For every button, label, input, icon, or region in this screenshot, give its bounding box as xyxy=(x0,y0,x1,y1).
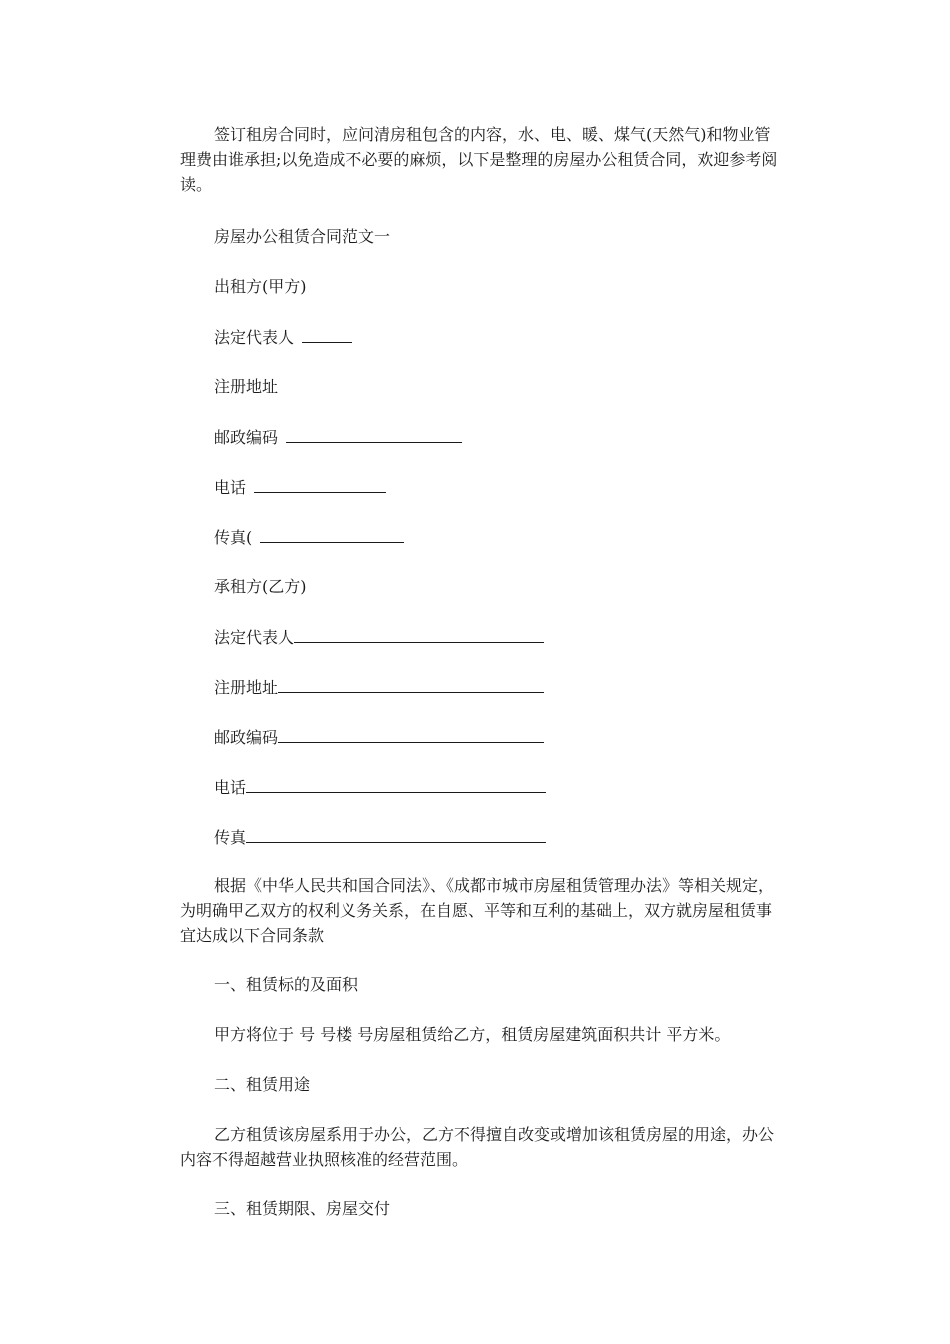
lessee-postal-code-label: 邮政编码 xyxy=(214,728,279,747)
clause-2-title: 二、租赁用途 xyxy=(214,1075,311,1094)
lessee-reg-address-label: 注册地址 xyxy=(214,678,279,697)
lessor-legal-rep-blank xyxy=(302,324,352,343)
lessee-postal-code-line xyxy=(214,724,774,750)
lessee-legal-rep-blank xyxy=(294,624,544,643)
lessee-fax-blank xyxy=(246,824,546,843)
lessor-reg-address-label: 注册地址 xyxy=(214,377,279,396)
lessor-reg-address-line xyxy=(214,374,774,399)
lessee-fax-label: 传真 xyxy=(214,828,247,847)
lessor-postal-code-line xyxy=(214,424,774,450)
lessee-reg-address-line xyxy=(214,674,774,700)
lessor-fax-line xyxy=(214,524,774,550)
clause-2-body: 乙方租赁该房屋系用于办公，乙方不得擅自改变或增加该租赁房屋的用途，办公内容不得超越营业执照核准的经营范围。 xyxy=(180,1125,775,1169)
lessor-fax-label: 传真( xyxy=(214,528,253,547)
lessee-heading: 承租方(乙方) xyxy=(214,577,307,596)
clause-1-title: 一、租赁标的及面积 xyxy=(214,975,359,994)
lessee-phone-label: 电话 xyxy=(214,778,247,797)
lessor-heading: 出租方(甲方) xyxy=(214,277,307,296)
lessee-postal-code-blank xyxy=(278,724,544,743)
lessee-fax-line xyxy=(214,824,774,850)
lessor-postal-code-blank xyxy=(286,424,462,443)
lessee-phone-line xyxy=(214,774,774,800)
lessee-phone-blank xyxy=(246,774,546,793)
lessor-legal-rep-label: 法定代表人 xyxy=(214,328,295,347)
lessor-fax-blank xyxy=(260,524,404,543)
lessee-legal-rep-line xyxy=(214,624,774,650)
lessee-legal-rep-label: 法定代表人 xyxy=(214,628,295,647)
lessor-phone-blank xyxy=(254,474,386,493)
lessor-phone-label: 电话 xyxy=(214,478,247,497)
clause-3-title: 三、租赁期限、房屋交付 xyxy=(214,1199,391,1218)
section-title: 房屋办公租赁合同范文一 xyxy=(214,227,391,246)
preamble-paragraph: 根据《中华人民共和国合同法》、《成都市城市房屋租赁管理办法》等相关规定，为明确甲乙双方的权利义务关系，在自愿、平等和互利的基础上，双方就房屋租赁事宜达成以下合同条款 xyxy=(180,876,775,945)
intro-paragraph: 签订租房合同时，应问清房租包含的内容，水、电、暖、煤气(天然气)和物业管理费由谁承担;以免造成不必要的麻烦，以下是整理的房屋办公租赁合同，欢迎参考阅读。 xyxy=(180,125,778,194)
lessor-phone-line xyxy=(214,474,774,500)
clause-1-body: 甲方将位于 号 号楼 号房屋租赁给乙方，租赁房屋建筑面积共计 平方米。 xyxy=(214,1025,731,1044)
lessor-legal-rep-line xyxy=(214,324,774,350)
lessor-postal-code-label: 邮政编码 xyxy=(214,428,279,447)
lessee-reg-address-blank xyxy=(278,674,544,693)
